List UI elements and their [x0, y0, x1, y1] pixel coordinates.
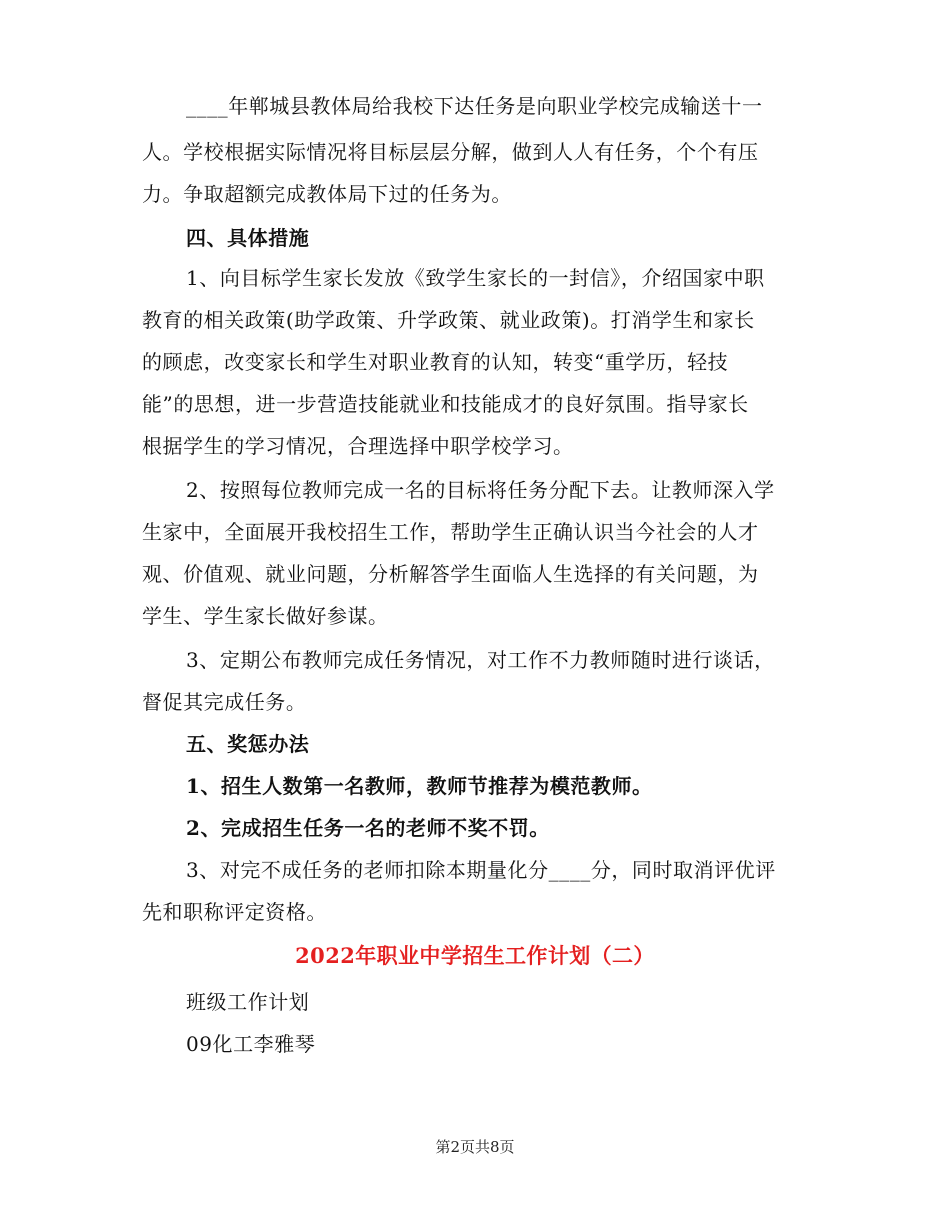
subtitle-line: 班级工作计划 [186, 990, 310, 1014]
paragraph-line: 2、按照每位教师完成一名的目标将任务分配下去。让教师深入学 [186, 478, 775, 502]
paragraph-line: 教育的相关政策(助学政策、升学政策、就业政策)。打消学生和家长 [142, 308, 755, 332]
page-number-footer: 第2页共8页 [435, 1138, 515, 1156]
reward-item: 1、招生人数第一名教师，教师节推荐为模范教师。 [186, 774, 653, 798]
section-heading-measures: 四、具体措施 [186, 226, 310, 250]
paragraph-line: 观、价值观、就业问题，分析解答学生面临人生选择的有关问题，为 [142, 562, 759, 586]
paragraph-line: ____年郸城县教体局给我校下达任务是向职业学校完成输送十一 [186, 94, 763, 118]
paragraph-line: 3、对完不成任务的老师扣除本期量化分____分，同时取消评优评 [186, 858, 776, 882]
subtitle-line: 09化工李雅琴 [186, 1032, 316, 1056]
paragraph-line: 生家中，全面展开我校招生工作，帮助学生正确认识当今社会的人才 [142, 520, 759, 544]
reward-item: 2、完成招生任务一名的老师不奖不罚。 [186, 816, 550, 840]
document-heading: 2022年职业中学招生工作计划（二） [295, 943, 655, 968]
paragraph-line: 学生、学生家长做好参谋。 [142, 604, 389, 628]
paragraph-line: 督促其完成任务。 [142, 690, 307, 714]
paragraph-line: 1、向目标学生家长发放《致学生家长的一封信》，介绍国家中职 [186, 266, 765, 290]
paragraph-line: 先和职称评定资格。 [142, 900, 327, 924]
paragraph-line: 3、定期公布教师完成任务情况，对工作不力教师随时进行谈话， [186, 648, 775, 672]
paragraph-line: 的顾虑，改变家长和学生对职业教育的认知，转变“重学历，轻技 [142, 350, 729, 374]
paragraph-line: 根据学生的学习情况，合理选择中职学校学习。 [142, 434, 574, 458]
paragraph-line: 人。学校根据实际情况将目标层层分解，做到人人有任务，个个有压 [142, 140, 759, 164]
paragraph-line: 力。争取超额完成教体局下过的任务为。 [142, 182, 512, 206]
paragraph-line: 能”的思想，进一步营造技能就业和技能成才的良好氛围。指导家长 [142, 392, 749, 416]
section-heading-rewards: 五、奖惩办法 [186, 732, 310, 756]
